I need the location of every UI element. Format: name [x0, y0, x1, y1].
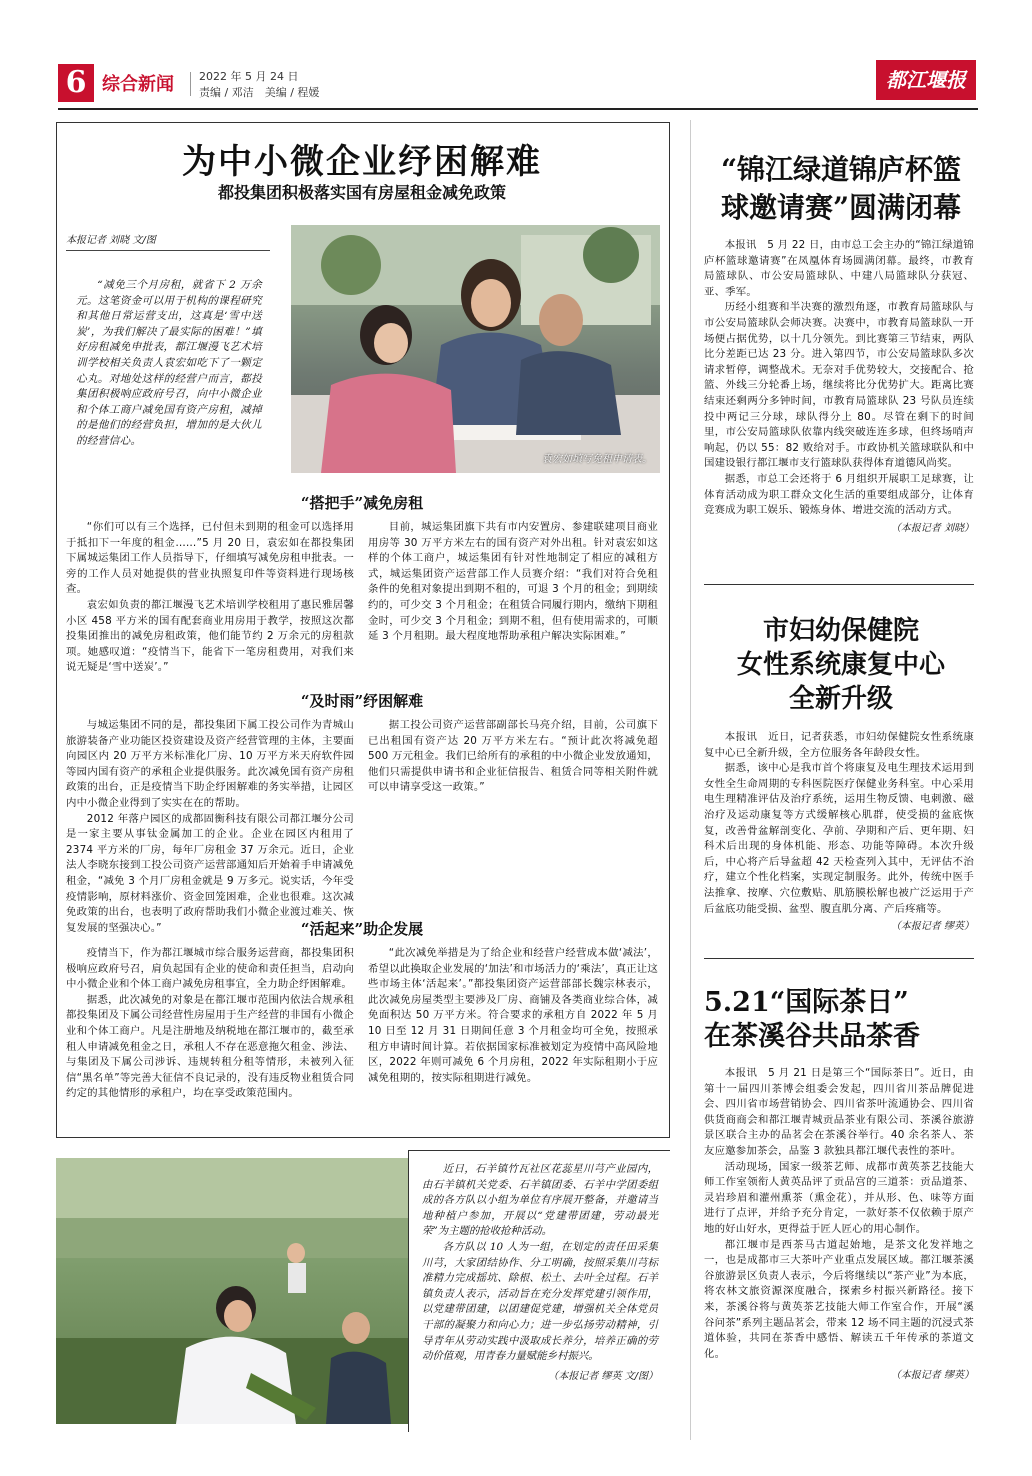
paragraph: 各方队以 10 人为一组，在划定的责任田采集川芎，大家团结协作、分工明确，按照采集川芎标准精力完成摇坑、除根、松土、去叶全过程。石羊镇负责人表示，活动旨在充分发挥党建引领作用，以党建带团建，以团建促党建，增强机关全体党员干部的凝聚力和向心力；进一步弘扬劳动精神，引导青年从劳动实践中汲取成长养分，培养正确的劳动价值观，用青春力量赋能乡村振兴。	[422, 1240, 658, 1363]
paragraph: 据悉，市总工会还将于 6 月组织开展职工足球赛，让体育活动成为职工群众文化生活的重要组成部分，让体育竞赛成为职工娱乐、锻炼身体、增进交流的活动方式。	[704, 472, 974, 517]
section-3-col-right	[368, 946, 658, 1086]
paragraph: 历经小组赛和半决赛的激烈角逐，市教育局篮球队与市公安局篮球队会师决赛。决赛中，市教育局篮球队一开场便占据优势，以十几分领先。到比赛第三节结束，两队比分差距已达 23 分。进入第四节，市公安局篮球队多次请求暂停，调整战术。无奈对手优势较大，交接配合、抢篮、外线三分轮番上场，继续将比分优势扩大。距离比赛结束还剩两分多钟时间，市教育局篮球队 23 号队员连续投中两记三分球，球队得分上 80。尽管在剩下的时间里，市公安局篮球队依靠内线突破连连多球，但终场哨声响起，仍以 55：82 败给对手。市政协机关篮球联队和中国建设银行都江堰市支行篮球队获得体育道德风尚奖。	[704, 301, 974, 470]
paragraph: 都江堰市是西茶马古道起始地，是茶文化发祥地之一，也是成都市三大茶叶产业重点发展区域。都江堰茶溪谷旅游景区负责人表示，今后将继续以“茶产业”为本底，将农林文旅资源深度融合，探索乡村振兴新路径。接下来，茶溪谷将与黄英茶艺技能大师工作室合作，开展“溪谷问茶”系列主题品茗会，带来 12 场不同主题的沉浸式茶道体验，共同在茶香中感悟、解读五千年传承的茶道文化。	[704, 1238, 974, 1360]
header-rule	[58, 108, 978, 110]
paragraph: 与城运集团不同的是，都投集团下属工投公司作为青城山旅游装备产业功能区投资建设及资产经营管理的主体，主要面向园区内 20 万平方米标准化厂房、10 万平方米天府软件园等园内国有资产的承租企业提供服务。此次减免国有资产房租政策的出台，正是疫情当下助企纾困解难的务实举措，让园区内中小微企业得到了实实在在的帮助。	[66, 719, 354, 809]
tea-byline: （本报记者 缪英）	[890, 1370, 974, 1382]
paragraph: 据悉，此次减免的对象是在都江堰市范围内依法合规承租都投集团及下属公司经营性房屋用于生产经营的非国有小微企业和个体工商户。凡是注册地及纳税地在都江堰市的，截至承租人申请减免租金之日，承租人不存在恶意拖欠租金、涉法、与集团及下属公司涉诉、违规转租分租等情形，未被列入征信“黑名单”等完善大征信不良记录的，没有违反物业租赁合同约定的其他情形的承租户，均在享受政策范围内。	[66, 993, 354, 1100]
hospital-body	[704, 730, 974, 932]
section-title-2: “及时雨”纾困解难	[300, 692, 424, 710]
office-scene-illustration	[291, 225, 660, 473]
hospital-byline: （本报记者 缪英）	[890, 921, 974, 933]
header-date: 2022 年 5 月 24 日	[199, 70, 299, 83]
header-divider	[190, 72, 191, 96]
tea-title-line-2: 在茶溪谷共品茶香	[704, 1021, 920, 1052]
paragraph: 近日，石羊镇竹瓦社区花蕊星川芎产业园内，由石羊镇机关党委、石羊镇团委、石羊中学团委组成的各方队以小组为单位有序展开整备，并邀请当地种植户参加，开展以“党建带团建，劳动最光荣”为主题的抢收抢种活动。	[422, 1163, 658, 1238]
section-2-col-right	[368, 718, 658, 796]
basketball-bottom-rule	[704, 584, 974, 585]
page-header	[0, 60, 1032, 106]
right-column-rule	[690, 120, 691, 1440]
tea-body	[704, 1066, 974, 1381]
farm-photo	[56, 1158, 408, 1424]
farm-bottom-rule	[408, 1150, 670, 1151]
paragraph: 本报讯 5 月 22 日，由市总工会主办的“锦江绿道锦庐杯篮球邀请赛”在凤凰体育场圆满闭幕。最终，市教育局篮球队、市公安局篮球队、中建八局篮球队分获冠、亚、季军。	[704, 239, 974, 298]
section-title-3: “活起来”助企发展	[300, 920, 424, 938]
basketball-byline: （本报记者 刘晓）	[890, 522, 974, 534]
lead-photo	[291, 225, 660, 473]
hospital-title-line-2: 女性系统康复中心	[736, 650, 945, 680]
section-2-col-left	[66, 718, 354, 936]
paragraph: 目前，城运集团旗下共有市内安置房、参建联建项目商业用房等 30 万平方米左右的国有资产对外出租。针对袁宏如这样的个体工商户，城运集团有针对性地制定了相应的减租方式，城运集团资产运营部工作人员赛介绍：“我们对符合免租条件的免租对象提出到期不租的，可退 3 个月的租金；到期续约的，可少交 3 个月租金；在租赁合同履行期内，缴纳下期租金时，可少交 3 个月租金；到期不租，但有使用需求的，可顺延 3 个月租期。最大程度地帮助承租户解决实际困难。”	[368, 521, 658, 643]
paragraph: 本报讯 近日，记者获悉，市妇幼保健院女性系统康复中心已全新升级，全方位服务各年龄段女性。	[704, 731, 974, 759]
paragraph: “你们可以有三个选择，已付但未到期的租金可以选择用于抵扣下一年度的租金……”5 月 20 日，袁宏如在都投集团下属城运集团工作人员指导下，仔细填写减免房租申批表。一旁的工作人员对她提供的营业执照复印件等资料进行现场核查。	[66, 521, 354, 596]
lead-quote: “减免三个月房租，就省下 2 万余元。这笔资金可以用于机构的课程研究和其他日常运营支出，这真是‘雪中送炭’，为我们解决了最实际的困难！”填好房租减免申批表，都江堰漫飞艺术培训学校相关负责人袁宏如吃下了一颗定心丸。对地处这样的经营户而言，都投集团积极响应政府号召，向中小微企业和个体工商户减免国有资产房租，减掉的是他们的经营负担，增加的是大伙儿的经营信心。	[76, 279, 262, 447]
tea-title-line-1: 5.21“国际茶日”	[704, 987, 909, 1018]
page-number: 6	[58, 64, 94, 102]
paragraph: 2012 年落户园区的成都固衡科技有限公司都江堰分公司是一家主要从事钛金属加工的企业。企业在园区内租用了 2374 平方米的厂房，每年厂房租金 37 万余元。近日，企业法人李晓东接到工投公司资产运营部通知后开始着手申请减免租金，“减免 3 个月厂房租金就是 9 万多元。说实话，今年受疫情影响，原材料涨价、资金回笼困难，企业也很难。这次减免政策的出台，也表明了政府帮助我们小微企业渡过难关、恢复发展的坚强决心。”	[66, 812, 354, 934]
paragraph: 袁宏如负责的都江堰漫飞艺术培训学校租用了惠民雅居馨小区 458 平方米的国有配套商业用房用于教学，按照这次都投集团推出的减免房租政策，他们能节约 2 万余元的房租款项。她感叹道：“疫情当下，能省下一笔房租费用，对我们来说无疑是‘雪中送炭’。”	[66, 598, 354, 674]
basketball-title-line-1: “锦江绿道锦庐杯篮	[720, 153, 962, 186]
brand-logo: 都江堰报	[876, 60, 976, 100]
hospital-title-line-3: 全新升级	[788, 684, 893, 714]
field-scene-illustration	[56, 1158, 408, 1424]
paragraph: “此次减免举措是为了给企业和经营户经营成本做‘减法’，希望以此换取企业发展的‘加法’和市场活力的‘乘法’，真正让这些市场主体‘活起来’。”都投集团资产运营部部长魏宗林表示，此次减免房屋类型主要涉及厂房、商铺及各类商业综合体，减免面积达 50 万平方米。符合要求的承租方自 2022 年 5 月 10 日至 12 月 31 日期间任意 3 个月租金均可全免，按照承租方申请时间计算。若依据国家标准被划定为疫情中高风险地区，2022 年则可减免 6 个月房租，2022 年实际租期小于应减免租期的，按实际租期进行减免。	[368, 947, 658, 1084]
section-1-col-right	[368, 520, 658, 645]
section-name: 综合新闻	[102, 74, 174, 95]
hospital-bottom-rule	[704, 958, 974, 959]
basketball-body	[704, 238, 974, 534]
farm-text	[422, 1162, 658, 1382]
farm-side-rule	[408, 1150, 409, 1432]
paragraph: 活动现场，国家一级茶艺师、成都市黄英茶艺技能大师工作室领衔人黄英品评了贡品宫的三道茶：贡品道茶、灵岩珍眉和灌州熏茶（熏金花），并从形、色、味等方面进行了点评，并给予充分肯定，一款好茶不仅依赖于原产地的好山好水，更得益于匠人匠心的用心制作。	[704, 1160, 974, 1235]
lead-byline: 本报记者 刘晓 文/图	[66, 235, 156, 246]
section-3-col-left	[66, 946, 354, 1102]
paragraph: 据工投公司资产运营部副部长马亮介绍，目前，公司旗下已出租国有资产达 20 万平方米左右。“预计此次将减免超 500 万元租金。我们已给所有的承租的中小微企业发放通知，他们只需提供申请书和企业征信报告、租赁合同等相关附件就可以申请享受这一政策。”	[368, 719, 658, 794]
lead-subtitle: 都投集团积极落实国有房屋租金减免政策	[217, 183, 506, 202]
byline-rule	[66, 250, 270, 251]
section-title-1: “搭把手”减免房租	[300, 494, 424, 512]
paragraph: 疫情当下，作为都江堰城市综合服务运营商，都投集团积极响应政府号召，肩负起国有企业的使命和责任担当，启动向中小微企业和个体工商户减免房租事宜，全力助企纾困解难。	[66, 947, 354, 991]
lead-title: 为中小微企业纾困解难	[182, 142, 542, 182]
section-1-col-left	[66, 520, 354, 676]
paragraph: 本报讯 5 月 21 日是第三个“国际茶日”。近日，由第十一届四川茶博会组委会发起，四川省川茶品牌促进会、四川省市场营销协会、四川省茶叶流通协会、四川省供货商商会和都江堰青城贡品茶业有限公司、茶溪谷旅游景区联合主办的品茗会在茶溪谷举行。40 余名茶人、茶友应邀参加茶会，品鉴 3 款独具都江堰代表性的茶叶。	[704, 1067, 974, 1157]
hospital-title-line-1: 市妇幼保健院	[762, 616, 919, 646]
basketball-title-line-2: 球邀请赛”圆满闭幕	[720, 191, 962, 224]
header-editors: 责编 / 邓洁 美编 / 程媛	[199, 86, 320, 99]
farm-byline: （本报记者 缪英 文/图）	[548, 1370, 658, 1382]
lead-photo-caption: 袁宏如填写免租申请表。	[542, 454, 652, 465]
paragraph: 据悉，该中心是我市首个将康复及电生理技术运用到女性全生命周期的专科医院医疗保健业务科室。中心采用电生理精准评估及治疗系统，运用生物反馈、电刺激、磁治疗及运动康复等方式缓解核心肌群，使受损的盆底恢复，改善骨盆解剖变化、孕前、孕期和产后、更年期、妇科术后出现的身体机能、形态、功能等障碍。本次升级后，中心将产后导盆超 42 天检查列入其中，无评估不治疗，建立个性化档案，实现定制服务。此外，传统中医手法推拿、按摩、穴位敷贴、肌筋膜松解也被广泛运用于产后盆底功能受损、盆型、腹直肌分离、产后疼痛等。	[704, 762, 974, 915]
